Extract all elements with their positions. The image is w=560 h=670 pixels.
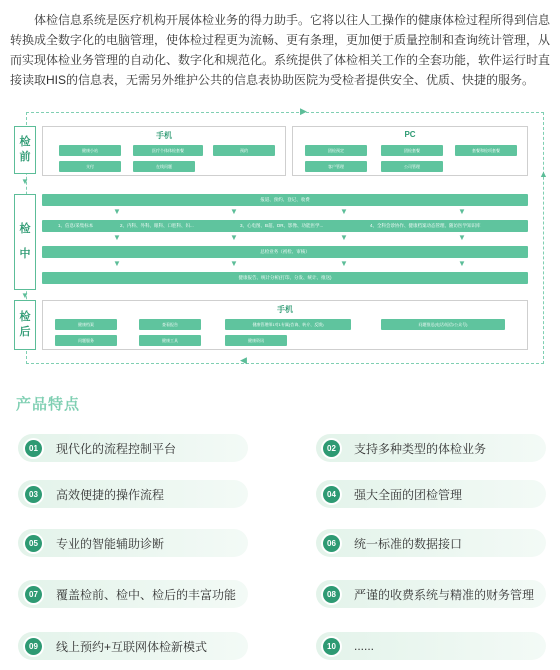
flow-arrow-icon: ▼ xyxy=(458,259,466,268)
flow-arrow-icon: ▼ xyxy=(113,207,121,216)
flow-arrow-icon: ▼ xyxy=(230,259,238,268)
features-title: 产品特点 xyxy=(16,396,81,413)
after-mobile-title: 手机 xyxy=(277,305,293,314)
before-pc-group xyxy=(292,126,528,176)
loop-arrow-left-icon: ◀ xyxy=(240,355,247,365)
intro-paragraph: 体检信息系统是医疗机构开展体检业务的得力助手。它将以往人工操作的健康体检过程所得到信息转换成全数字化的电脑管理，使体检过程更为流畅、更有条理，更加便于质量控制和查询统计管理，从而实现体检业务管理的自动化、数字化和规范化。系统提供了体检相关工作的全套功能，软件运行时直接读取HIS的信息表，无需另外维护公共的信息表协助医院为受检者提供安全、优质、快捷的服务。 xyxy=(10,13,551,87)
after-item-service[interactable]: 问题服务 xyxy=(55,335,117,346)
pc-item-package-items[interactable]: 套餐和检项套餐 xyxy=(455,145,517,156)
feature-number: 05 xyxy=(25,535,42,552)
flow-arrow-icon: ▼ xyxy=(340,233,348,242)
stage-label-after: 检 后 xyxy=(14,300,36,350)
before-pc-title: PC xyxy=(404,130,416,139)
flow-arrow-icon: ▼ xyxy=(458,233,466,242)
feature-number: 08 xyxy=(323,586,340,603)
flow-arrow-icon: ▼ xyxy=(230,233,238,242)
feature-number: 07 xyxy=(25,586,42,603)
exam-step-3: 3、心电图、B超、DR、影像、功能医学... xyxy=(240,223,324,228)
feature-number: 01 xyxy=(25,440,42,457)
after-item-health-record[interactable]: 健康档案 xyxy=(55,319,117,330)
loop-arrow-up-icon: ▲ xyxy=(539,169,548,179)
stage-arrow-down-icon: ▼ xyxy=(21,177,29,186)
feature-number: 02 xyxy=(323,440,340,457)
feature-item xyxy=(18,529,248,557)
feature-item xyxy=(18,632,248,660)
workflow-diagram xyxy=(0,106,560,370)
flow-arrow-icon: ▼ xyxy=(340,207,348,216)
feature-number: 06 xyxy=(323,535,340,552)
feature-item xyxy=(316,632,546,660)
mobile-item-payment[interactable]: 支付 xyxy=(59,161,121,172)
feature-item xyxy=(18,480,248,508)
during-bar-report: 健康报告、统计分析(打印、分发、统计、推送) xyxy=(42,272,528,284)
feature-item xyxy=(316,529,546,557)
feature-number: 03 xyxy=(25,486,42,503)
flow-arrow-icon: ▼ xyxy=(230,207,238,216)
feature-number: 04 xyxy=(323,486,340,503)
after-item-view-report[interactable]: 查看报告 xyxy=(139,319,201,330)
feature-item xyxy=(18,434,248,462)
feature-text: 高效便捷的操作流程 xyxy=(56,487,165,502)
feature-text: 强大全面的团检管理 xyxy=(354,487,463,502)
during-bar-exams xyxy=(42,220,528,232)
stage-label-during: 检 中 xyxy=(14,194,36,290)
feature-text: 覆盖检前、检中、检后的丰富功能 xyxy=(56,587,237,602)
feature-item xyxy=(316,580,546,608)
feature-text: 支持多种类型的体检业务 xyxy=(354,441,487,456)
feature-item xyxy=(18,580,248,608)
mobile-item-booking[interactable]: 预约 xyxy=(213,145,275,156)
mobile-item-package[interactable]: 医疗个体体检套餐 xyxy=(133,145,203,156)
mobile-item-health-station[interactable]: 健康小站 xyxy=(59,145,121,156)
during-bar-review: 总检业务（初检、审核） xyxy=(42,246,528,258)
stage-label-before: 检 前 xyxy=(14,126,36,174)
exam-step-4: 4、全科会诊协作、健康档案动态管理、随访医学知识库 xyxy=(370,223,481,228)
after-item-tools[interactable]: 健康工具 xyxy=(139,335,201,346)
before-mobile-group xyxy=(42,126,286,176)
stage-arrow-down-icon: ▼ xyxy=(21,291,29,300)
feature-number: 10 xyxy=(323,638,340,655)
feature-text: ...... xyxy=(354,639,375,653)
during-bar-register: 报道、预约、登记、收费 xyxy=(42,194,528,206)
after-item-push[interactable]: 问题推送(电话/短信/公众号) xyxy=(381,319,505,330)
before-mobile-title: 手机 xyxy=(156,131,172,140)
flow-arrow-icon: ▼ xyxy=(113,259,121,268)
pc-item-group-booking[interactable]: 团检预定 xyxy=(305,145,367,156)
feature-text: 现代化的流程控制平台 xyxy=(56,441,177,456)
pc-item-company-mgmt[interactable]: 公司管理 xyxy=(381,161,443,172)
after-item-news[interactable]: 健康资讯 xyxy=(225,335,287,346)
feature-item xyxy=(316,480,546,508)
exam-step-2: 2、内科、外科、眼科、口腔科、妇... xyxy=(120,223,194,228)
after-mobile-group xyxy=(42,300,528,350)
feature-text: 统一标准的数据接口 xyxy=(354,536,463,551)
after-item-health-manager[interactable]: 健康管理师1对1专属(咨询、转介、反馈) xyxy=(225,319,351,330)
flow-arrow-icon: ▼ xyxy=(340,259,348,268)
exam-step-1: 1、信息/采集标本 xyxy=(58,223,94,228)
feature-text: 线上预约+互联网体检新模式 xyxy=(56,639,208,654)
feature-item xyxy=(316,434,546,462)
flow-arrow-icon: ▼ xyxy=(113,233,121,242)
loop-arrow-right-icon: ▶ xyxy=(300,106,307,116)
feature-number: 09 xyxy=(25,638,42,655)
flow-arrow-icon: ▼ xyxy=(458,207,466,216)
mobile-item-online-question[interactable]: 在线问题 xyxy=(133,161,195,172)
feature-text: 专业的智能辅助诊断 xyxy=(56,536,165,551)
pc-item-group-package[interactable]: 团检套餐 xyxy=(381,145,443,156)
feature-text: 严谨的收费系统与精准的财务管理 xyxy=(354,587,535,602)
pc-item-customer-mgmt[interactable]: 客户管理 xyxy=(305,161,367,172)
